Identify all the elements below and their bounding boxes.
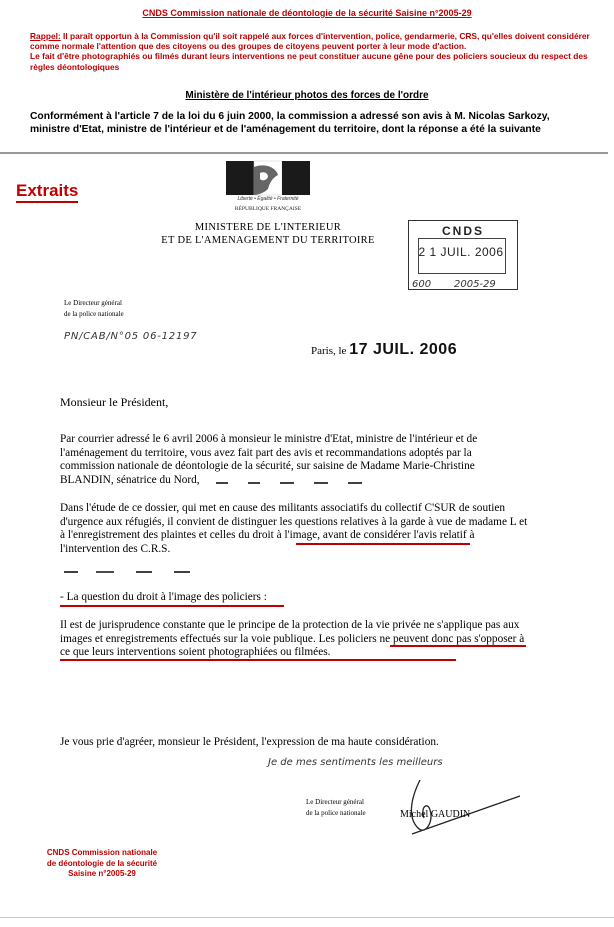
- reference-number: PN/CAB/N°05 06-12197: [64, 331, 198, 342]
- footer-note: [38, 848, 166, 880]
- stamp-number: 600: [412, 279, 432, 290]
- place-label: Paris, le: [311, 345, 347, 357]
- footer-line-1: CNDS Commission nationale: [46, 848, 158, 857]
- letter-date: 17 JUIL. 2006: [349, 341, 458, 358]
- sender-line-1: Le Directeur général: [64, 299, 122, 307]
- rappel-text-2: Le fait d'être photographiés ou filmés durant leurs interventions ne peut constituer aucune gêne pour des policiers soucieux du respect des règles déontologiques: [30, 51, 588, 72]
- paragraph-3: Il est de jurisprudence constante que le principe de la protection de la vie privée ne s'applique pas aux images et enregistrements effectués sur la voie publique. Les policiers ne peuvent donc pas s'opposer à ce que leurs interventions soient photographiées ou filmées.: [60, 619, 525, 659]
- ministry-heading: Ministère de l'intérieur photos des forces de l'ordre: [185, 90, 429, 101]
- red-underline: [60, 659, 456, 661]
- footer-line-3: Saisine n°2005-29: [68, 869, 136, 878]
- footer-line-2: de déontologie de la sécurité: [46, 858, 158, 868]
- salutation: Monsieur le Président,: [60, 395, 169, 409]
- paragraph-1: Par courrier adressé le 6 avril 2006 à monsieur le ministre d'Etat, ministre de l'intérieur et de l'aménagement du territoire, vous avez fait part des avis et recommandations adoptés par la commission nationale de déontologie de la sécurité, sur saisine de Madame Marie-Christine BLANDIN, sénatrice du Nord,: [60, 433, 478, 486]
- paragraph-2: Dans l'étude de ce dossier, qui met en cause des militants associatifs du collectif C'SUR de soutien d'urgence aux réfugiés, il convient de distinguer les questions relatives à la garde à vue de madame L et à l'enregistrement des plaintes et celles du droit à l'image, avant de considérer l'avis relatif à l'intervention des C.R.S.: [60, 502, 528, 555]
- signature-icon: [390, 770, 530, 840]
- signatory-name: Michel GAUDIN: [400, 809, 471, 820]
- extraits-label: Extraits: [16, 181, 78, 201]
- handwritten-greeting: Je de mes sentiments les meilleurs: [268, 757, 443, 768]
- stamp-case-number: 2005-29: [454, 279, 496, 290]
- closing-formula: Je vous prie d'agréer, monsieur le Président, l'expression de ma haute considération.: [60, 736, 439, 748]
- ministry-letterhead: [160, 222, 376, 247]
- document-title: CNDS Commission nationale de déontologie de la sécurité Saisine n°2005-29: [142, 8, 472, 18]
- redaction-dashes: [214, 477, 382, 487]
- rappel-note: [30, 31, 590, 72]
- republique-francaise-label: RÉPUBLIQUE FRANÇAISE: [234, 206, 302, 212]
- redaction-dashes: [60, 566, 200, 576]
- bottom-border: [0, 917, 614, 918]
- signatory-line-2: de la police nationale: [306, 809, 366, 817]
- sender-block: [64, 298, 124, 320]
- red-underline: [60, 605, 284, 607]
- signatory-line-1: Le Directeur général: [306, 798, 364, 806]
- ministry-line-1: MINISTERE DE L'INTERIEUR: [194, 222, 342, 233]
- rappel-label: Rappel:: [30, 31, 61, 41]
- intro-paragraph: Conformément à l'article 7 de la loi du 6 juin 2000, la commission a adressé son avis à M. Nicolas Sarkozy, ministre d'Etat, ministre de l'intérieur et de l'aménagement du territoire, dont la réponse a été la suivante: [30, 111, 550, 135]
- place-date: [311, 341, 457, 359]
- ministry-line-2: ET DE L'AMENAGEMENT DU TERRITOIRE: [161, 234, 375, 246]
- red-underline: [390, 645, 526, 647]
- red-underline: [296, 543, 470, 545]
- section-title: - La question du droit à l'image des policiers :: [60, 591, 267, 603]
- signatory-title: [306, 797, 366, 819]
- separator-line: [0, 152, 608, 154]
- sender-line-2: de la police nationale: [64, 310, 124, 318]
- republic-motto: Liberté • Égalité • Fraternité: [237, 196, 299, 202]
- stamp-title: CNDS: [441, 224, 484, 238]
- stamp-date: 2 1 JUIL. 2006: [418, 245, 504, 259]
- rappel-text: Il paraît opportun à la Commission qu'il soit rappelé aux forces d'intervention, police, gendarmerie, CRS, qu'elles doivent considérer comme normale l'attention que des citoyens ou des groupes de citoyens peuvent porter à leur mode d'action.: [30, 31, 590, 52]
